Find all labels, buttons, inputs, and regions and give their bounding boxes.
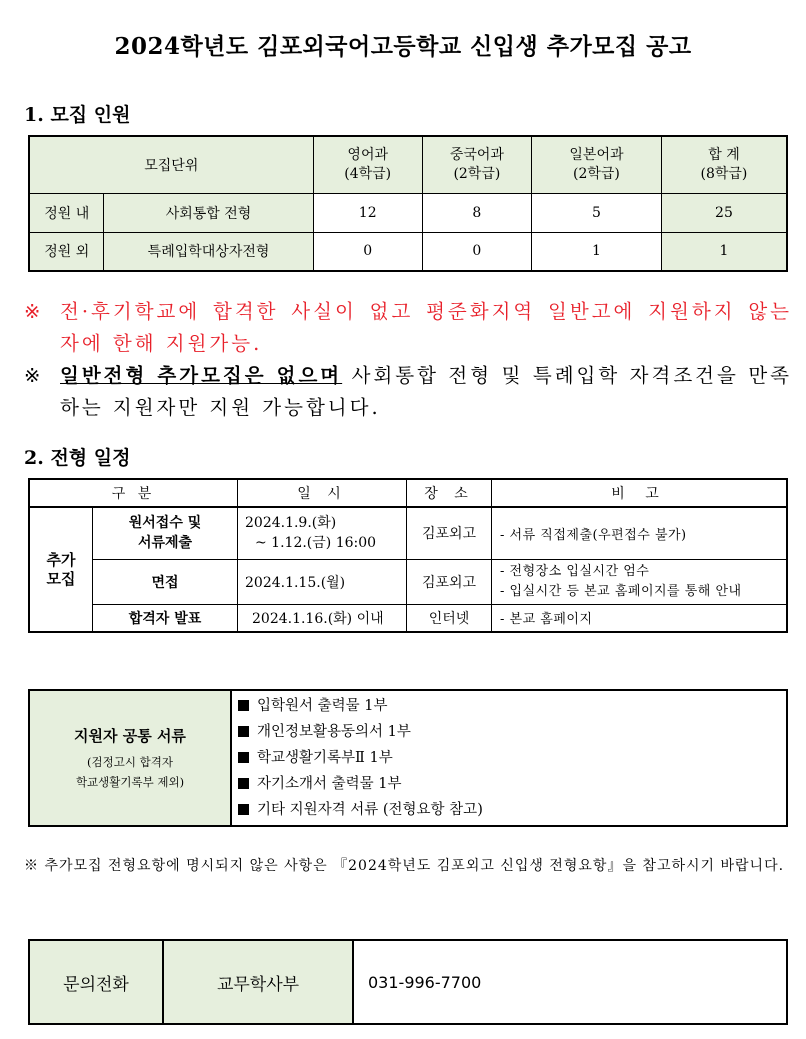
total-cell: 1 [661, 232, 787, 271]
group-label: 추가모집 [29, 507, 93, 632]
list-item: 자기소개서 출력물 1부 [238, 771, 786, 797]
table-row [29, 232, 787, 271]
table-row [29, 559, 787, 604]
value-cell: 1 [531, 232, 661, 271]
col-japanese: 일본어과 (2학급) [531, 136, 661, 193]
header-place: 장 소 [407, 479, 492, 507]
contact-label: 문의전화 [29, 940, 163, 1024]
section-heading-recruitment: 1. 모집 인원 [24, 104, 131, 126]
documents-list [231, 690, 787, 826]
value-cell: 5 [531, 193, 661, 232]
page-title: 2024학년도 김포외국어고등학교 신입생 추가모집 공고 [114, 33, 692, 60]
table-header-row [29, 136, 787, 193]
eligibility-note: ※ 전·후기학교에 합격한 사실이 없고 평준화지역 일반고에 지원하지 않는 자에 한해 지원가능. [24, 296, 792, 360]
total-cell: 25 [661, 193, 787, 232]
row-type: 특례입학대상자전형 [104, 232, 313, 271]
table-header-row [29, 479, 787, 507]
value-cell: 8 [422, 193, 531, 232]
stage-name: 합격자 발표 [93, 604, 238, 632]
table-row [29, 507, 787, 559]
row-type: 사회통합 전형 [104, 193, 313, 232]
stage-name: 면접 [93, 559, 238, 604]
header-remarks: 비 고 [492, 479, 788, 507]
col-english: 영어과 (4학급) [313, 136, 422, 193]
stage-date: 2024.1.15.(월) [238, 559, 407, 604]
contact-department: 교무학사부 [163, 940, 353, 1024]
stage-remarks: - 서류 직접제출(우편접수 불가) [492, 507, 788, 559]
unit-header: 모집단위 [29, 136, 313, 193]
stage-date: 2024.1.9.(화) ~ 1.12.(금) 16:00 [238, 507, 407, 559]
footnote: ※ 추가모집 전형요항에 명시되지 않은 사항은 『2024학년도 김포외고 신입생 전형요항』을 참고하시기 바랍니다. [24, 858, 785, 874]
stage-place: 인터넷 [407, 604, 492, 632]
stage-date: 2024.1.16.(화) 이내 [238, 604, 407, 632]
documents-label: 지원자 공통 서류 (검정고시 합격자 학교생활기록부 제외) [29, 690, 231, 826]
row-category: 정원 외 [29, 232, 104, 271]
table-row [29, 604, 787, 632]
table-row [29, 193, 787, 232]
contact-table [28, 939, 788, 1025]
value-cell: 0 [422, 232, 531, 271]
stage-remarks: - 전형장소 입실시간 엄수 - 입실시간 등 본교 홈페이지를 통해 안내 [492, 559, 788, 604]
documents-table [28, 689, 788, 827]
contact-phone: 031-996-7700 [353, 940, 787, 1024]
notes-block [24, 296, 792, 424]
stage-remarks: - 본교 홈페이지 [492, 604, 788, 632]
square-bullet-icon [238, 700, 249, 711]
col-total: 합 계 (8학급) [661, 136, 787, 193]
general-admission-note: ※ 일반전형 추가모집은 없으며 사회통합 전형 및 특례입학 자격조건을 만족하는 지원자만 지원 가능합니다. [24, 360, 792, 424]
header-date: 일 시 [238, 479, 407, 507]
square-bullet-icon [238, 804, 249, 815]
stage-place: 김포외고 [407, 559, 492, 604]
square-bullet-icon [238, 752, 249, 763]
recruitment-table [28, 135, 788, 272]
stage-name: 원서접수 및 서류제출 [93, 507, 238, 559]
value-cell: 0 [313, 232, 422, 271]
value-cell: 12 [313, 193, 422, 232]
col-chinese: 중국어과 (2학급) [422, 136, 531, 193]
list-item: 입학원서 출력물 1부 [238, 693, 786, 719]
square-bullet-icon [238, 778, 249, 789]
list-item: 개인정보활용동의서 1부 [238, 719, 786, 745]
note-mark: ※ [24, 300, 44, 323]
list-item: 기타 지원자격 서류 (전형요항 참고) [238, 797, 786, 823]
note-mark: ※ [24, 364, 44, 387]
schedule-table [28, 478, 788, 633]
row-category: 정원 내 [29, 193, 104, 232]
emphasis-text: 일반전형 추가모집은 없으며 [60, 364, 343, 387]
square-bullet-icon [238, 726, 249, 737]
stage-place: 김포외고 [407, 507, 492, 559]
list-item: 학교생활기록부Ⅱ 1부 [238, 745, 786, 771]
header-category: 구 분 [29, 479, 238, 507]
section-heading-schedule: 2. 전형 일정 [24, 447, 131, 469]
